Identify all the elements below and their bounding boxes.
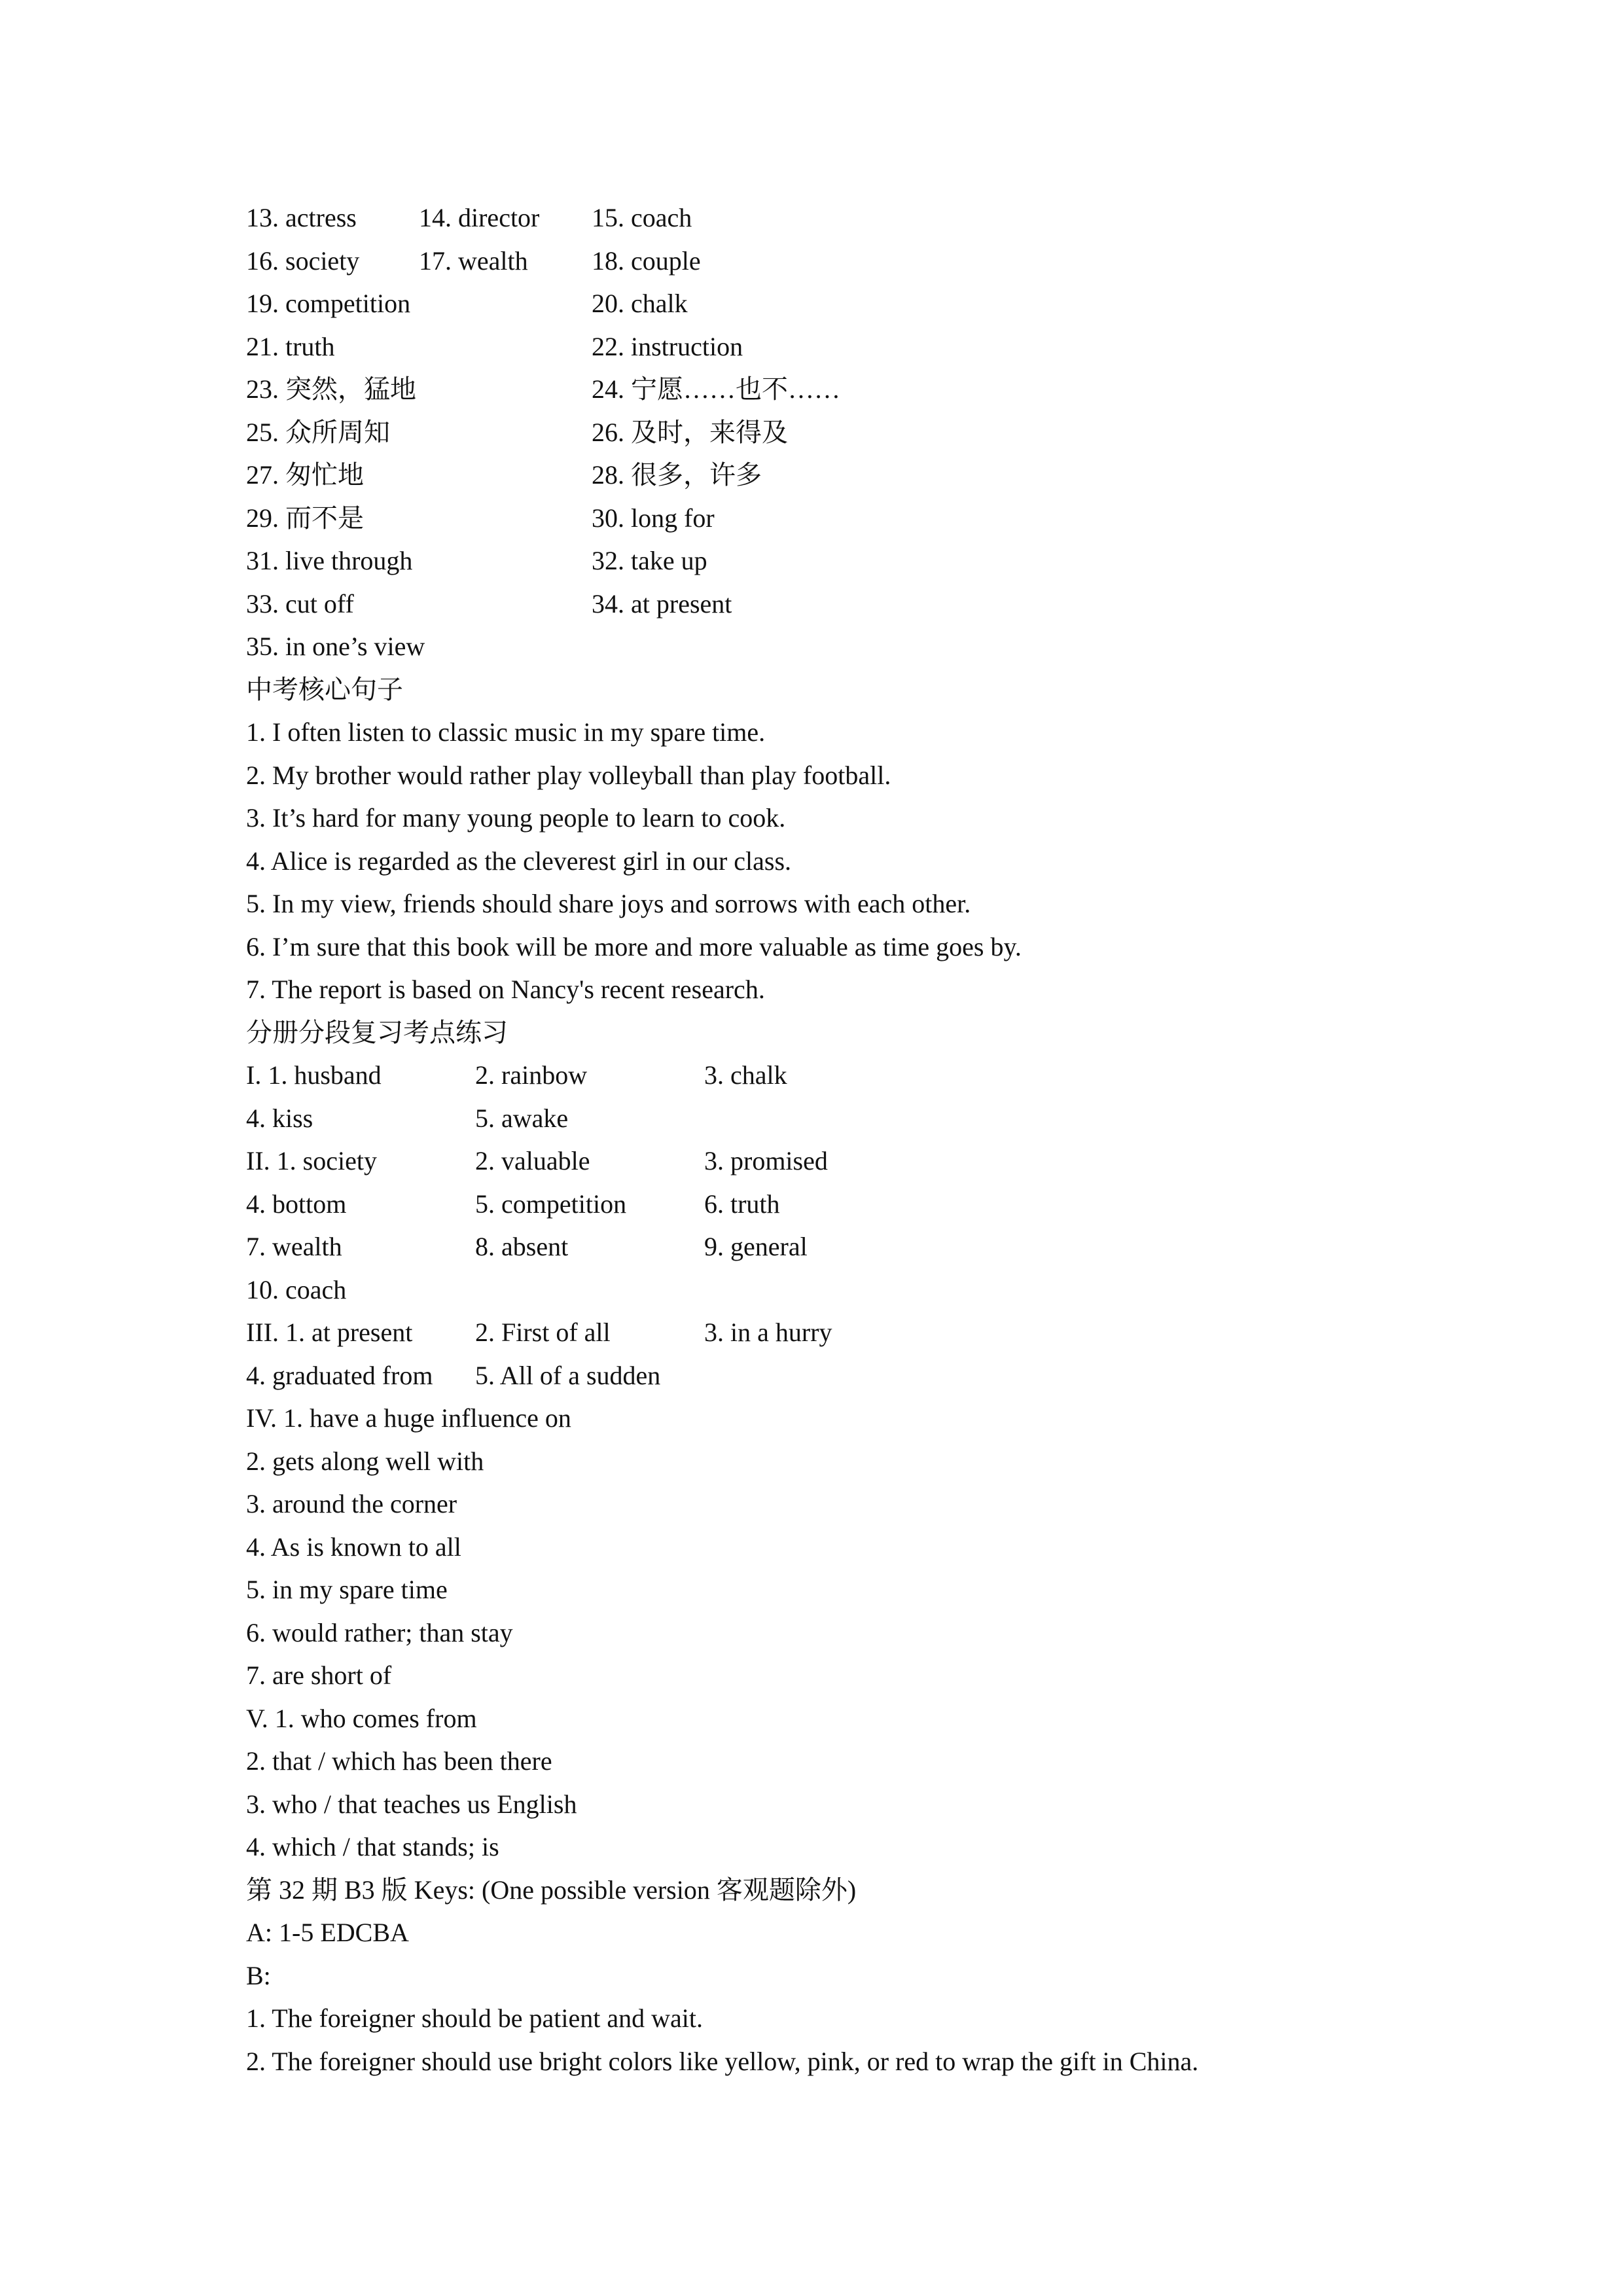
sentence-line: 6. I’m sure that this book will be more and more valuable as time goes by. xyxy=(246,931,1022,961)
vocab-item: 15. coach xyxy=(592,203,692,232)
sentence-line: 1. I often listen to classic music in my spare time. xyxy=(246,717,766,747)
review-item: 5. All of a sudden xyxy=(475,1360,661,1390)
vocab-item: 28. 很多，许多 xyxy=(592,460,762,490)
vocab-item: 26. 及时，来得及 xyxy=(592,417,788,447)
keys-b-label: B: xyxy=(246,1960,271,1990)
vocab-row xyxy=(246,282,1398,325)
review-row xyxy=(246,1139,1398,1183)
review-item: 4. graduated from xyxy=(246,1360,433,1390)
review-line: V. 1. who comes from xyxy=(246,1703,477,1733)
review-line: 6. would rather; than stay xyxy=(246,1617,513,1647)
vocab-item: 33. cut off xyxy=(246,588,354,619)
vocab-item: 25. 众所周知 xyxy=(246,417,390,447)
sentence-line: 7. The report is based on Nancy's recent research. xyxy=(246,975,765,1004)
review-line: 5. in my spare time xyxy=(246,1575,448,1604)
review-row xyxy=(246,1225,1398,1268)
review-line: 3. who / that teaches us English xyxy=(246,1789,577,1819)
sentence-line: 4. Alice is regarded as the cleverest girl in our class. xyxy=(246,846,792,876)
vocab-item: 31. live through xyxy=(246,546,413,575)
review-item: III. 1. at present xyxy=(246,1318,413,1347)
vocab-item: 14. director xyxy=(419,203,540,232)
vocab-row xyxy=(246,240,1398,283)
section-heading: 分册分段复习考点练习 xyxy=(246,1017,508,1047)
review-item: 2. valuable xyxy=(475,1146,590,1175)
section-heading: 中考核心句子 xyxy=(246,674,403,704)
vocab-item: 22. instruction xyxy=(592,331,743,361)
sentence-line: 3. It’s hard for many young people to learn to cook. xyxy=(246,803,786,833)
vocab-row xyxy=(246,625,1398,668)
review-row xyxy=(246,1354,1398,1397)
review-line: 3. around the corner xyxy=(246,1489,457,1518)
vocab-item: 21. truth xyxy=(246,331,335,361)
vocab-item: 30. long for xyxy=(592,503,715,533)
vocab-item: 13. actress xyxy=(246,203,357,232)
vocab-row xyxy=(246,196,1398,240)
vocab-item: 19. competition xyxy=(246,289,411,318)
vocab-item: 16. society xyxy=(246,245,360,276)
vocab-row xyxy=(246,539,1398,583)
vocab-row xyxy=(246,454,1398,497)
review-line: 2. that / which has been there xyxy=(246,1746,552,1776)
sentence-line: 2. My brother would rather play volleyball than play football. xyxy=(246,760,891,790)
vocab-row xyxy=(246,368,1398,411)
review-item: 5. awake xyxy=(475,1103,569,1133)
review-item: 2. rainbow xyxy=(475,1060,588,1090)
review-line: 4. which / that stands; is xyxy=(246,1832,499,1861)
review-item: 4. bottom xyxy=(246,1189,347,1219)
review-item: 10. coach xyxy=(246,1274,347,1304)
review-item: 3. promised xyxy=(704,1146,828,1175)
review-line: 4. As is known to all xyxy=(246,1532,461,1562)
review-row xyxy=(246,1311,1398,1354)
review-item: 8. absent xyxy=(475,1232,569,1261)
review-item: 7. wealth xyxy=(246,1232,342,1261)
keys-b-line: 2. The foreigner should use bright colors like yellow, pink, or red to wrap the gift in China. xyxy=(246,2046,1199,2076)
vocab-item: 32. take up xyxy=(592,546,707,575)
review-line: 7. are short of xyxy=(246,1660,392,1690)
vocab-item: 18. couple xyxy=(592,245,701,276)
vocab-item: 29. 而不是 xyxy=(246,503,364,533)
keys-b-line: 1. The foreigner should be patient and wait. xyxy=(246,2003,703,2033)
review-row xyxy=(246,1268,1398,1312)
vocab-row xyxy=(246,497,1398,540)
vocab-item: 34. at present xyxy=(592,588,732,619)
review-item: 4. kiss xyxy=(246,1103,313,1133)
review-item: 6. truth xyxy=(704,1189,780,1219)
keys-a-line: A: 1-5 EDCBA xyxy=(246,1918,409,1947)
review-line: 2. gets along well with xyxy=(246,1446,484,1476)
vocab-item: 35. in one’s view xyxy=(246,632,425,661)
answer-key-page xyxy=(246,196,1398,2083)
vocab-row xyxy=(246,411,1398,454)
review-item: 3. in a hurry xyxy=(704,1318,832,1347)
review-item: 9. general xyxy=(704,1232,808,1261)
review-row xyxy=(246,1183,1398,1226)
sentence-line: 5. In my view, friends should share joys and sorrows with each other. xyxy=(246,889,971,918)
review-item: I. 1. husband xyxy=(246,1060,382,1090)
vocab-item: 20. chalk xyxy=(592,289,688,318)
review-item: 3. chalk xyxy=(704,1060,787,1090)
review-line: IV. 1. have a huge influence on xyxy=(246,1403,571,1433)
vocab-item: 27. 匆忙地 xyxy=(246,460,364,490)
vocab-item: 23. 突然，猛地 xyxy=(246,374,416,404)
vocab-item: 17. wealth xyxy=(419,245,528,276)
section-heading: 第 32 期 B3 版 Keys: (One possible version 客观题除外) xyxy=(246,1874,857,1905)
review-item: 2. First of all xyxy=(475,1318,611,1347)
review-row xyxy=(246,1097,1398,1140)
vocab-row xyxy=(246,325,1398,368)
vocab-row xyxy=(246,583,1398,626)
review-item: II. 1. society xyxy=(246,1146,377,1175)
review-item: 5. competition xyxy=(475,1189,627,1219)
review-row xyxy=(246,1054,1398,1097)
vocab-item: 24. 宁愿……也不…… xyxy=(592,374,840,404)
